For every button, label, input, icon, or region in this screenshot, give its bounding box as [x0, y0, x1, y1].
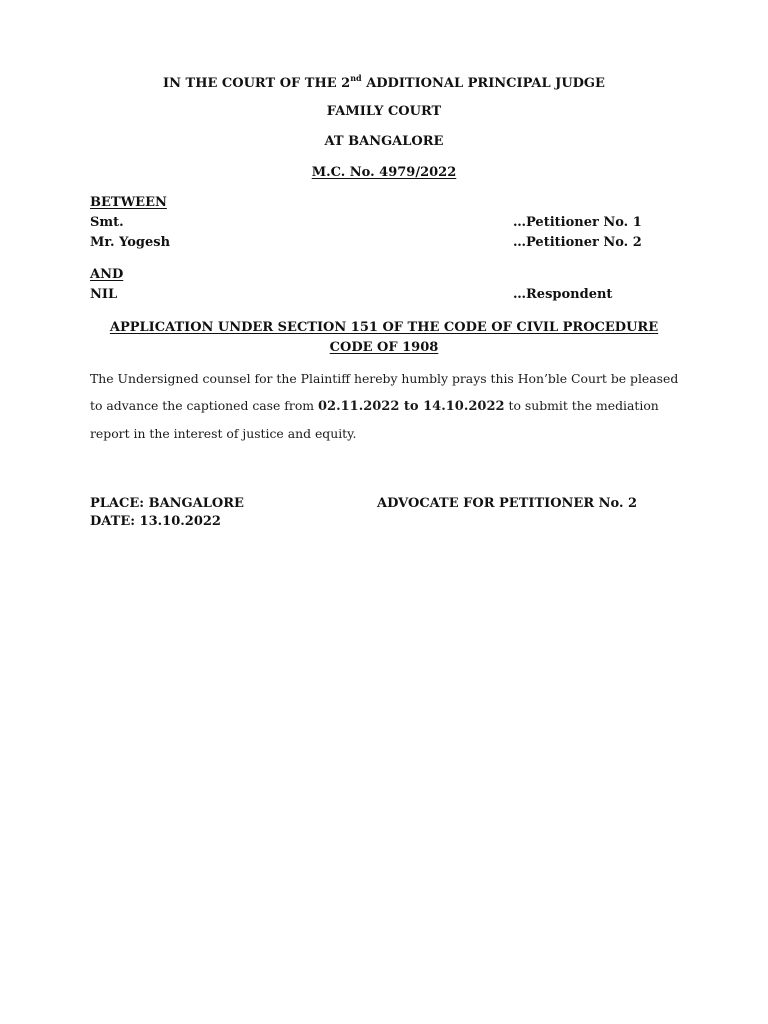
and-label: AND [90, 267, 124, 282]
court-location: AT BANGALORE [324, 134, 444, 149]
respondent-name: NIL [90, 287, 118, 302]
case-number: M.C. No. 4979/2022 [311, 165, 457, 180]
petitioner1-name: Smt. [90, 215, 124, 230]
court-heading-prefix: IN THE COURT OF THE 2 [163, 76, 351, 91]
prayer-text-after: to submit the mediation report in the interest of justice and equity. [90, 398, 659, 441]
prayer-paragraph [90, 365, 690, 447]
prayer-dates: 02.11.2022 to 14.10.2022 [317, 399, 505, 414]
respondent-role: …Respondent [513, 287, 613, 302]
date-line: DATE: 13.10.2022 [90, 514, 221, 529]
application-title-line2: CODE OF 1908 [329, 340, 439, 355]
between-label: BETWEEN [90, 195, 167, 210]
advocate-signature-line: ADVOCATE FOR PETITIONER No. 2 [377, 496, 638, 511]
court-heading-superscript: nd [350, 73, 362, 83]
petitioner2-role: …Petitioner No. 2 [513, 235, 642, 250]
court-heading [0, 73, 768, 91]
application-title-line1: APPLICATION UNDER SECTION 151 OF THE CODE OF CIVIL PROCEDURE [109, 320, 659, 335]
court-type: FAMILY COURT [326, 104, 442, 119]
petitioner2-name: Mr. Yogesh [90, 235, 171, 250]
prayer-text-before: The Undersigned counsel for the Plaintiff hereby humbly prays this Hon’ble Court be pleased to advance the captioned case from [90, 371, 679, 413]
place-line: PLACE: BANGALORE [90, 496, 244, 511]
court-heading-suffix: ADDITIONAL PRINCIPAL JUDGE [366, 76, 605, 91]
petitioner1-role: …Petitioner No. 1 [513, 215, 642, 230]
